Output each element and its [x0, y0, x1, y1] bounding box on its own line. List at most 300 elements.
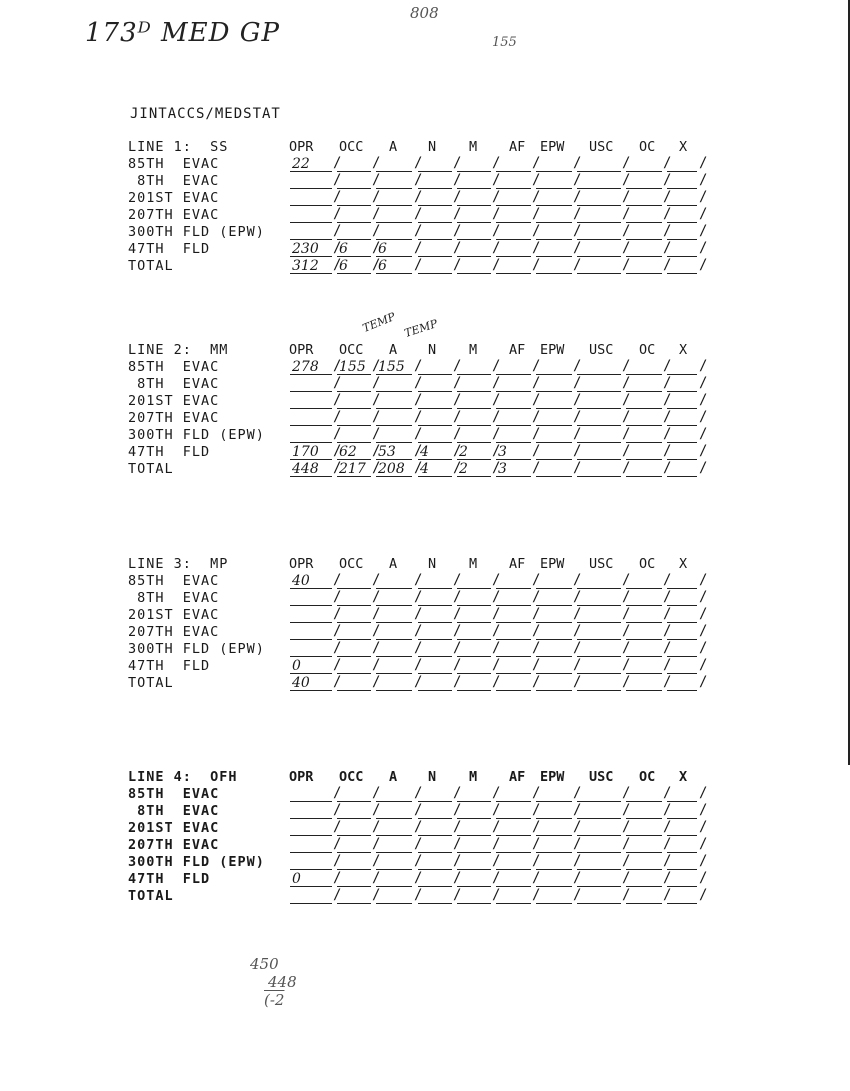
entry-field-af[interactable]: [496, 207, 531, 223]
entry-field-occ[interactable]: [337, 573, 371, 589]
entry-field-epw[interactable]: [536, 871, 572, 887]
field-separator: /: [573, 623, 582, 639]
entry-field-oc[interactable]: [626, 410, 662, 426]
entry-field-af[interactable]: [496, 820, 531, 836]
entry-field-af[interactable]: [496, 590, 531, 606]
entry-field-a[interactable]: [376, 871, 412, 887]
entry-field-epw[interactable]: [536, 837, 572, 853]
entry-field-m[interactable]: [457, 854, 491, 870]
entry-field-occ[interactable]: [337, 190, 371, 206]
entry-field-x[interactable]: [667, 607, 697, 623]
entry-field-af[interactable]: [496, 427, 531, 443]
entry-field-usc[interactable]: [577, 607, 621, 623]
entry-field-usc[interactable]: [577, 888, 621, 904]
entry-field-m[interactable]: [457, 359, 491, 375]
entry-field-x[interactable]: [667, 641, 697, 657]
entry-field-opr[interactable]: [290, 786, 332, 802]
entry-field-opr[interactable]: [290, 573, 332, 589]
entry-field-opr[interactable]: [290, 393, 332, 409]
field-separator: /: [372, 836, 381, 852]
entry-field-oc[interactable]: [626, 837, 662, 853]
entry-field-n[interactable]: [418, 675, 452, 691]
entry-field-m[interactable]: [457, 675, 491, 691]
entry-field-x[interactable]: [667, 427, 697, 443]
entry-field-epw[interactable]: [536, 624, 572, 640]
entry-field-oc[interactable]: [626, 590, 662, 606]
entry-field-n[interactable]: [418, 888, 452, 904]
entry-field-n[interactable]: [418, 258, 452, 274]
entry-field-occ[interactable]: [337, 207, 371, 223]
field-separator: /: [622, 443, 631, 459]
entry-field-n[interactable]: [418, 854, 452, 870]
entry-field-x[interactable]: [667, 207, 697, 223]
entry-field-occ[interactable]: [337, 871, 371, 887]
entry-field-opr[interactable]: [290, 427, 332, 443]
entry-field-a[interactable]: [376, 224, 412, 240]
entry-field-opr[interactable]: [290, 675, 332, 691]
entry-field-n[interactable]: [418, 803, 452, 819]
entry-field-x[interactable]: [667, 888, 697, 904]
entry-field-occ[interactable]: [337, 590, 371, 606]
entry-field-oc[interactable]: [626, 820, 662, 836]
entry-field-opr[interactable]: [290, 624, 332, 640]
entry-field-a[interactable]: [376, 207, 412, 223]
entry-field-n[interactable]: [418, 241, 452, 257]
entry-field-occ[interactable]: [337, 156, 371, 172]
entry-field-x[interactable]: [667, 658, 697, 674]
entry-field-usc[interactable]: [577, 573, 621, 589]
entry-field-opr[interactable]: [290, 410, 332, 426]
entry-field-epw[interactable]: [536, 675, 572, 691]
entry-field-af[interactable]: [496, 173, 531, 189]
entry-field-usc[interactable]: [577, 444, 621, 460]
entry-field-x[interactable]: [667, 837, 697, 853]
entry-field-m[interactable]: [457, 190, 491, 206]
entry-field-x[interactable]: [667, 590, 697, 606]
entry-field-m[interactable]: [457, 410, 491, 426]
entry-field-af[interactable]: [496, 837, 531, 853]
entry-field-a[interactable]: [376, 641, 412, 657]
entry-field-opr[interactable]: [290, 258, 332, 274]
entry-field-oc[interactable]: [626, 888, 662, 904]
entry-field-occ[interactable]: [337, 241, 371, 257]
entry-field-opr[interactable]: [290, 590, 332, 606]
entry-field-m[interactable]: [457, 590, 491, 606]
entry-field-occ[interactable]: [337, 393, 371, 409]
entry-field-af[interactable]: [496, 641, 531, 657]
entry-field-occ[interactable]: [337, 641, 371, 657]
entry-field-opr[interactable]: [290, 461, 332, 477]
entry-field-a[interactable]: [376, 393, 412, 409]
entry-field-m[interactable]: [457, 888, 491, 904]
entry-field-oc[interactable]: [626, 258, 662, 274]
field-separator: /: [532, 189, 541, 205]
entry-field-x[interactable]: [667, 190, 697, 206]
entry-field-n[interactable]: [418, 820, 452, 836]
entry-field-opr[interactable]: [290, 803, 332, 819]
entry-field-occ[interactable]: [337, 658, 371, 674]
entry-field-a[interactable]: [376, 359, 412, 375]
entry-field-occ[interactable]: [337, 607, 371, 623]
entry-field-m[interactable]: [457, 258, 491, 274]
entry-field-epw[interactable]: [536, 461, 572, 477]
field-separator: /: [573, 657, 582, 673]
entry-field-occ[interactable]: [337, 820, 371, 836]
field-separator: /: [372, 172, 381, 188]
entry-field-oc[interactable]: [626, 641, 662, 657]
entry-field-af[interactable]: [496, 376, 531, 392]
entry-field-af[interactable]: [496, 410, 531, 426]
entry-field-m[interactable]: [457, 444, 491, 460]
entry-field-x[interactable]: [667, 376, 697, 392]
entry-field-n[interactable]: [418, 376, 452, 392]
entry-field-epw[interactable]: [536, 173, 572, 189]
entry-field-oc[interactable]: [626, 871, 662, 887]
entry-field-a[interactable]: [376, 675, 412, 691]
entry-field-oc[interactable]: [626, 444, 662, 460]
entry-field-af[interactable]: [496, 803, 531, 819]
entry-field-x[interactable]: [667, 410, 697, 426]
entry-field-a[interactable]: [376, 607, 412, 623]
entry-field-x[interactable]: [667, 854, 697, 870]
entry-field-a[interactable]: [376, 590, 412, 606]
entry-field-n[interactable]: [418, 393, 452, 409]
entry-field-epw[interactable]: [536, 658, 572, 674]
entry-field-oc[interactable]: [626, 376, 662, 392]
entry-field-usc[interactable]: [577, 590, 621, 606]
row-label: TOTAL: [128, 675, 174, 691]
entry-field-occ[interactable]: [337, 675, 371, 691]
field-separator: /: [372, 640, 381, 656]
entry-field-af[interactable]: [496, 359, 531, 375]
entry-field-opr[interactable]: [290, 173, 332, 189]
entry-field-occ[interactable]: [337, 427, 371, 443]
section-line-1: [128, 139, 728, 275]
entry-field-a[interactable]: [376, 820, 412, 836]
entry-field-usc[interactable]: [577, 675, 621, 691]
entry-field-af[interactable]: [496, 393, 531, 409]
entry-field-opr[interactable]: [290, 190, 332, 206]
entry-field-opr[interactable]: [290, 156, 332, 172]
entry-field-oc[interactable]: [626, 624, 662, 640]
entry-field-af[interactable]: [496, 224, 531, 240]
entry-field-opr[interactable]: [290, 641, 332, 657]
entry-field-a[interactable]: [376, 624, 412, 640]
entry-field-af[interactable]: [496, 444, 531, 460]
entry-field-af[interactable]: [496, 854, 531, 870]
entry-field-opr[interactable]: [290, 607, 332, 623]
entry-field-usc[interactable]: [577, 258, 621, 274]
entry-field-oc[interactable]: [626, 190, 662, 206]
entry-field-epw[interactable]: [536, 190, 572, 206]
entry-field-epw[interactable]: [536, 803, 572, 819]
entry-field-x[interactable]: [667, 820, 697, 836]
entry-field-epw[interactable]: [536, 207, 572, 223]
entry-field-occ[interactable]: [337, 173, 371, 189]
entry-field-usc[interactable]: [577, 207, 621, 223]
entry-field-usc[interactable]: [577, 461, 621, 477]
entry-field-opr[interactable]: [290, 359, 332, 375]
entry-field-epw[interactable]: [536, 359, 572, 375]
entry-field-m[interactable]: [457, 820, 491, 836]
entry-field-epw[interactable]: [536, 607, 572, 623]
entry-field-epw[interactable]: [536, 410, 572, 426]
entry-field-oc[interactable]: [626, 675, 662, 691]
entry-field-occ[interactable]: [337, 224, 371, 240]
entry-field-usc[interactable]: [577, 410, 621, 426]
entry-field-m[interactable]: [457, 207, 491, 223]
entry-field-oc[interactable]: [626, 786, 662, 802]
entry-field-m[interactable]: [457, 241, 491, 257]
entry-field-m[interactable]: [457, 624, 491, 640]
entry-field-af[interactable]: [496, 258, 531, 274]
entry-field-n[interactable]: [418, 207, 452, 223]
entry-field-x[interactable]: [667, 444, 697, 460]
entry-field-m[interactable]: [457, 573, 491, 589]
entry-field-x[interactable]: [667, 156, 697, 172]
entry-field-occ[interactable]: [337, 786, 371, 802]
entry-field-oc[interactable]: [626, 173, 662, 189]
entry-field-m[interactable]: [457, 641, 491, 657]
column-header-epw: EPW: [540, 556, 565, 572]
entry-field-usc[interactable]: [577, 393, 621, 409]
entry-field-oc[interactable]: [626, 207, 662, 223]
entry-field-usc[interactable]: [577, 241, 621, 257]
entry-field-epw[interactable]: [536, 590, 572, 606]
entry-field-epw[interactable]: [536, 888, 572, 904]
entry-field-oc[interactable]: [626, 658, 662, 674]
entry-field-usc[interactable]: [577, 641, 621, 657]
entry-field-occ[interactable]: [337, 359, 371, 375]
entry-field-usc[interactable]: [577, 359, 621, 375]
entry-field-a[interactable]: [376, 786, 412, 802]
entry-field-oc[interactable]: [626, 607, 662, 623]
entry-field-occ[interactable]: [337, 624, 371, 640]
entry-field-a[interactable]: [376, 258, 412, 274]
entry-field-opr[interactable]: [290, 444, 332, 460]
entry-field-n[interactable]: [418, 444, 452, 460]
entry-field-oc[interactable]: [626, 224, 662, 240]
entry-field-a[interactable]: [376, 803, 412, 819]
entry-field-a[interactable]: [376, 837, 412, 853]
entry-field-x[interactable]: [667, 258, 697, 274]
entry-field-epw[interactable]: [536, 156, 572, 172]
entry-field-m[interactable]: [457, 224, 491, 240]
entry-field-occ[interactable]: [337, 803, 371, 819]
entry-field-usc[interactable]: [577, 427, 621, 443]
entry-field-occ[interactable]: [337, 258, 371, 274]
entry-field-a[interactable]: [376, 854, 412, 870]
entry-field-n[interactable]: [418, 173, 452, 189]
entry-field-m[interactable]: [457, 607, 491, 623]
entry-field-a[interactable]: [376, 427, 412, 443]
entry-field-oc[interactable]: [626, 427, 662, 443]
entry-field-occ[interactable]: [337, 461, 371, 477]
entry-field-occ[interactable]: [337, 854, 371, 870]
entry-field-x[interactable]: [667, 871, 697, 887]
entry-field-af[interactable]: [496, 607, 531, 623]
entry-field-a[interactable]: [376, 444, 412, 460]
entry-field-af[interactable]: [496, 675, 531, 691]
entry-field-usc[interactable]: [577, 820, 621, 836]
entry-field-n[interactable]: [418, 410, 452, 426]
entry-field-m[interactable]: [457, 837, 491, 853]
entry-field-n[interactable]: [418, 461, 452, 477]
field-separator: /: [453, 172, 462, 188]
entry-field-occ[interactable]: [337, 410, 371, 426]
entry-field-x[interactable]: [667, 393, 697, 409]
entry-field-epw[interactable]: [536, 641, 572, 657]
entry-field-n[interactable]: [418, 871, 452, 887]
entry-field-opr[interactable]: [290, 376, 332, 392]
entry-field-x[interactable]: [667, 241, 697, 257]
entry-field-opr[interactable]: [290, 871, 332, 887]
entry-field-n[interactable]: [418, 837, 452, 853]
entry-field-epw[interactable]: [536, 573, 572, 589]
entry-field-oc[interactable]: [626, 241, 662, 257]
entry-field-x[interactable]: [667, 675, 697, 691]
entry-field-usc[interactable]: [577, 658, 621, 674]
entry-field-occ[interactable]: [337, 837, 371, 853]
entry-field-x[interactable]: [667, 786, 697, 802]
field-separator: /: [453, 870, 462, 886]
entry-field-a[interactable]: [376, 376, 412, 392]
entry-field-m[interactable]: [457, 173, 491, 189]
entry-field-epw[interactable]: [536, 820, 572, 836]
row-label: 47TH FLD: [128, 444, 211, 460]
entry-field-a[interactable]: [376, 888, 412, 904]
entry-field-oc[interactable]: [626, 359, 662, 375]
entry-field-opr[interactable]: [290, 241, 332, 257]
entry-field-oc[interactable]: [626, 393, 662, 409]
entry-field-x[interactable]: [667, 224, 697, 240]
entry-field-usc[interactable]: [577, 624, 621, 640]
entry-field-m[interactable]: [457, 658, 491, 674]
entry-field-a[interactable]: [376, 461, 412, 477]
entry-field-oc[interactable]: [626, 461, 662, 477]
entry-field-n[interactable]: [418, 590, 452, 606]
entry-field-usc[interactable]: [577, 376, 621, 392]
field-separator: /: [699, 606, 708, 622]
entry-field-m[interactable]: [457, 427, 491, 443]
entry-field-m[interactable]: [457, 156, 491, 172]
entry-field-af[interactable]: [496, 624, 531, 640]
entry-field-epw[interactable]: [536, 854, 572, 870]
entry-field-x[interactable]: [667, 461, 697, 477]
entry-field-epw[interactable]: [536, 786, 572, 802]
entry-field-epw[interactable]: [536, 241, 572, 257]
entry-field-af[interactable]: [496, 241, 531, 257]
entry-field-epw[interactable]: [536, 258, 572, 274]
entry-field-af[interactable]: [496, 461, 531, 477]
entry-field-epw[interactable]: [536, 376, 572, 392]
entry-field-usc[interactable]: [577, 803, 621, 819]
entry-field-epw[interactable]: [536, 393, 572, 409]
entry-field-a[interactable]: [376, 173, 412, 189]
entry-field-oc[interactable]: [626, 803, 662, 819]
field-separator: /: [573, 155, 582, 171]
entry-field-usc[interactable]: [577, 837, 621, 853]
entry-field-m[interactable]: [457, 376, 491, 392]
entry-field-n[interactable]: [418, 658, 452, 674]
entry-field-usc[interactable]: [577, 190, 621, 206]
entry-field-n[interactable]: [418, 156, 452, 172]
field-separator: /: [492, 606, 501, 622]
entry-field-x[interactable]: [667, 359, 697, 375]
entry-field-usc[interactable]: [577, 854, 621, 870]
entry-field-n[interactable]: [418, 607, 452, 623]
entry-field-a[interactable]: [376, 658, 412, 674]
entry-field-m[interactable]: [457, 803, 491, 819]
entry-field-opr[interactable]: [290, 854, 332, 870]
entry-field-af[interactable]: [496, 573, 531, 589]
entry-field-a[interactable]: [376, 190, 412, 206]
entry-field-n[interactable]: [418, 224, 452, 240]
entry-field-m[interactable]: [457, 871, 491, 887]
entry-field-opr[interactable]: [290, 207, 332, 223]
entry-field-usc[interactable]: [577, 156, 621, 172]
entry-field-usc[interactable]: [577, 871, 621, 887]
entry-field-n[interactable]: [418, 427, 452, 443]
entry-field-epw[interactable]: [536, 224, 572, 240]
entry-field-x[interactable]: [667, 173, 697, 189]
entry-field-occ[interactable]: [337, 888, 371, 904]
entry-field-usc[interactable]: [577, 224, 621, 240]
entry-field-af[interactable]: [496, 156, 531, 172]
entry-field-x[interactable]: [667, 573, 697, 589]
entry-field-af[interactable]: [496, 871, 531, 887]
entry-field-opr[interactable]: [290, 820, 332, 836]
entry-field-opr[interactable]: [290, 837, 332, 853]
entry-field-x[interactable]: [667, 803, 697, 819]
entry-field-n[interactable]: [418, 624, 452, 640]
entry-field-n[interactable]: [418, 573, 452, 589]
entry-field-n[interactable]: [418, 641, 452, 657]
column-header-m: M: [469, 139, 478, 155]
entry-field-n[interactable]: [418, 190, 452, 206]
entry-field-opr[interactable]: [290, 888, 332, 904]
entry-field-af[interactable]: [496, 658, 531, 674]
entry-field-af[interactable]: [496, 190, 531, 206]
entry-field-af[interactable]: [496, 888, 531, 904]
entry-field-opr[interactable]: [290, 658, 332, 674]
entry-field-oc[interactable]: [626, 573, 662, 589]
entry-field-usc[interactable]: [577, 173, 621, 189]
field-separator: /: [453, 223, 462, 239]
entry-field-af[interactable]: [496, 786, 531, 802]
entry-field-epw[interactable]: [536, 444, 572, 460]
entry-field-a[interactable]: [376, 573, 412, 589]
entry-field-a[interactable]: [376, 410, 412, 426]
entry-field-oc[interactable]: [626, 156, 662, 172]
entry-field-m[interactable]: [457, 786, 491, 802]
entry-field-m[interactable]: [457, 393, 491, 409]
entry-field-epw[interactable]: [536, 427, 572, 443]
entry-field-occ[interactable]: [337, 376, 371, 392]
entry-field-m[interactable]: [457, 461, 491, 477]
entry-field-opr[interactable]: [290, 224, 332, 240]
entry-field-n[interactable]: [418, 786, 452, 802]
entry-field-usc[interactable]: [577, 786, 621, 802]
entry-field-a[interactable]: [376, 156, 412, 172]
entry-field-x[interactable]: [667, 624, 697, 640]
entry-field-a[interactable]: [376, 241, 412, 257]
field-separator: /: [453, 572, 462, 588]
entry-field-oc[interactable]: [626, 854, 662, 870]
field-separator: /: [532, 155, 541, 171]
entry-field-n[interactable]: [418, 359, 452, 375]
entry-field-occ[interactable]: [337, 444, 371, 460]
